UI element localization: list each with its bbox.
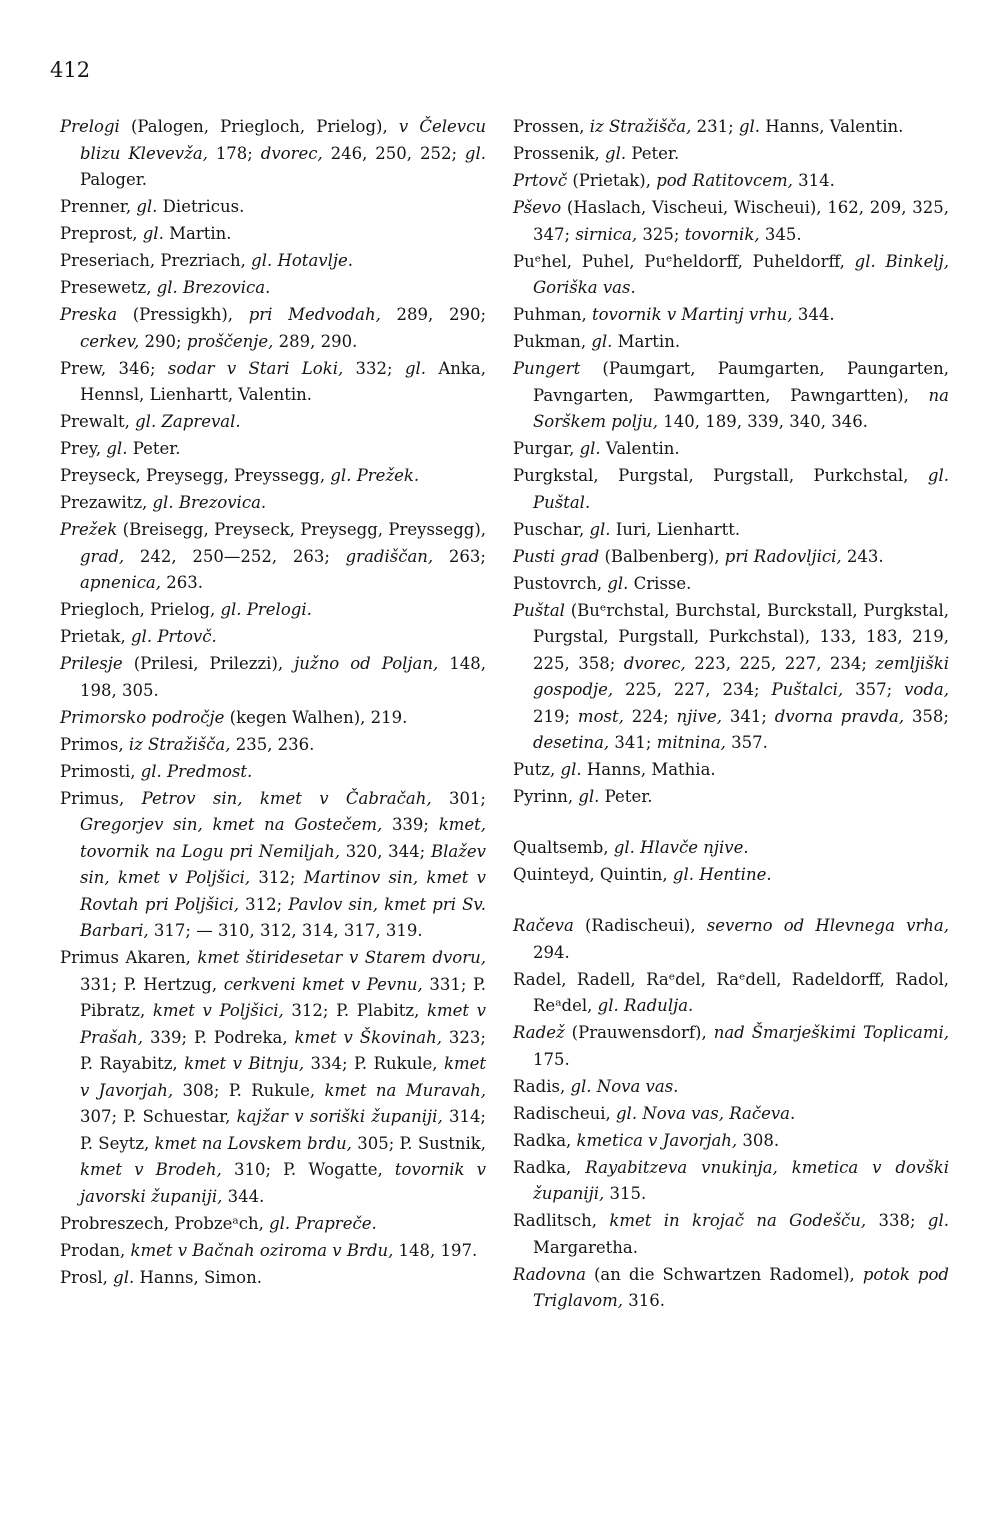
index-entry: Primos, iz Stražišča, 235, 236.	[60, 734, 315, 754]
index-entry: Prosl, gl. Hanns, Simon.	[60, 1267, 262, 1287]
section-gap	[513, 889, 949, 913]
index-entry: Prtovč (Prietak), pod Ratitovcem, 314.	[513, 171, 835, 190]
index-entry: Prossen, iz Stražišča, 231; gl. Hanns, Valentin.	[513, 117, 904, 136]
index-entry: Putz, gl. Hanns, Mathia.	[513, 760, 716, 779]
index-entry: Puschar, gl. Iuri, Lienhartt.	[513, 519, 741, 539]
section-gap	[513, 811, 949, 835]
index-entry: Radlitsch, kmet in krojač na Godešču, 338; gl. Margaretha.	[513, 1211, 950, 1257]
index-entry: Prossenik, gl. Peter.	[513, 144, 680, 163]
index-entry: Prelogi (Palogen, Priegloch, Prielog), v Čelevcu blizu Klevevža, 178; dvorec, 246, 250, 252; gl. Paloger.	[60, 117, 487, 189]
index-entry: Prežek (Breisegg, Preyseck, Preysegg, Preyssegg), grad, 242, 250—252, 263; gradiščan, 263; apnenica, 263.	[60, 520, 486, 592]
index-entry: Pukman, gl. Martin.	[513, 332, 681, 351]
page-number: 412	[50, 58, 91, 82]
index-entry: Pusti grad (Balbenberg), pri Radovljici, 243.	[513, 546, 884, 566]
index-entry: Primosti, gl. Predmost.	[60, 761, 253, 781]
left-column	[60, 114, 486, 1292]
index-entry: Prewalt, gl. Zapreval.	[60, 412, 241, 431]
index-entry: Probreszech, Probzeᵃch, gl. Prapreče.	[60, 1213, 377, 1233]
index-entry: Prodan, kmet v Bačnah oziroma v Brdu, 148, 197.	[60, 1240, 478, 1260]
index-entry: Prenner, gl. Dietricus.	[60, 197, 245, 216]
index-entry: Račeva (Radischeui), severno od Hlevnega vrha, 294.	[513, 916, 949, 962]
index-entry: Pyrinn, gl. Peter.	[513, 787, 653, 806]
index-entry: Preska (Pressigkh), pri Medvodah, 289, 290; cerkev, 290; proščenje, 289, 290.	[60, 305, 487, 351]
index-entry: Radka, kmetica v Javorjah, 308.	[513, 1130, 780, 1150]
right-column	[513, 114, 949, 1315]
index-entry: Preprost, gl. Martin.	[60, 224, 232, 243]
index-entry: Radis, gl. Nova vas.	[513, 1076, 679, 1096]
index-entry: Radischeui, gl. Nova vas, Račeva.	[513, 1103, 796, 1123]
index-entry: Purgar, gl. Valentin.	[513, 439, 680, 458]
index-entry: Radel, Radell, Raᵉdel, Raᵉdell, Radeldorff, Radol, Reᵃdel, gl. Radulja.	[513, 969, 949, 1015]
index-entry: Primus Akaren, kmet štiridesetar v Starem dvoru, 331; P. Hertzug, cerkveni kmet v Pevnu, 331; P. Pibratz, kmet v Poljšici, 312; P. Plabitz, kmet v Prašah, 339; P. Podreka, kmet v Škovinah, 323; P. Rayabitz, kmet v Bitnju, 334; P. Rukule, kmet v Javorjah, 308; P. Rukule, kmet na Muravah, 307; P. Schuestar, kajžar v soriški županiji, 314; P. Seytz, kmet na Lovskem brdu, 305; P. Sustnik, kmet v Brodeh, 310; P. Wogatte, tovornik v javorski županiji, 344.	[60, 948, 487, 1206]
index-entry: Prietak, gl. Prtovč.	[60, 627, 217, 646]
index-entry: Prilesje (Prilesi, Prilezzi), južno od Poljan, 148, 198, 305.	[60, 654, 487, 700]
index-entry: Puᵉhel, Puhel, Puᵉheldorff, Puheldorff, gl. Binkelj, Goriška vas.	[513, 251, 949, 297]
index-entry: Priegloch, Prielog, gl. Prelogi.	[60, 600, 312, 619]
index-entry: Prey, gl. Peter.	[60, 439, 181, 458]
index-entry: Puštal (Buᵉrchstal, Burchstal, Burckstall, Purgkstal, Purgstal, Purgstall, Purkchstal), 133, 183, 219, 225, 358; dvorec, 223, 225, 227, 234; zemljiški gospodje, 225, 227, 234; Puštalci, 357; voda, 219; most, 224; njive, 341; dvorna pravda, 358; desetina, 341; mitnina, 357.	[513, 600, 950, 752]
index-entry: Quinteyd, Quintin, gl. Hentine.	[513, 865, 772, 884]
index-entry: Preseriach, Prezriach, gl. Hotavlje.	[60, 251, 354, 270]
index-entry: Pustovrch, gl. Crisse.	[513, 573, 692, 593]
index-entry: Preyseck, Preysegg, Preyssegg, gl. Prežek.	[60, 466, 420, 485]
index-entry: Pungert (Paumgart, Paumgarten, Paungarten, Pavngarten, Pawmgartten, Pawngartten), na Sorškem polju, 140, 189, 339, 340, 346.	[513, 359, 949, 431]
index-entry: Presewetz, gl. Brezovica.	[60, 278, 271, 297]
index-entry: Primorsko področje (kegen Walhen), 219.	[60, 707, 408, 727]
index-entry: Radež (Prauwensdorf), nad Šmarješkimi Toplicami, 175.	[513, 1023, 949, 1069]
index-entry: Radka, Rayabitzeva vnukinja, kmetica v dovški županiji, 315.	[513, 1157, 949, 1203]
index-entry: Primus, Petrov sin, kmet v Čabračah, 301; Gregorjev sin, kmet na Gostečem, 339; kmet, tovornik na Logu pri Nemiljah, 320, 344; Blažev sin, kmet v Poljšici, 312; Martinov sin, kmet v Rovtah pri Poljšici, 312; Pavlov sin, kmet pri Sv. Barbari, 317; — 310, 312, 314, 317, 319.	[60, 788, 487, 940]
index-entry: Prew, 346; sodar v Stari Loki, 332; gl. Anka, Hennsl, Lienhartt, Valentin.	[60, 358, 486, 404]
index-entry: Prezawitz, gl. Brezovica.	[60, 493, 267, 512]
index-entry: Purgkstal, Purgstal, Purgstall, Purkchstal, gl. Puštal.	[513, 466, 949, 512]
index-entry: Pševo (Haslach, Vischeui, Wischeui), 162, 209, 325, 347; sirnica, 325; tovornik, 345.	[513, 198, 949, 244]
index-entry: Radovna (an die Schwartzen Radomel), potok pod Triglavom, 316.	[513, 1264, 949, 1310]
index-entry: Puhman, tovornik v Martinj vrhu, 344.	[513, 305, 835, 324]
index-entry: Qualtsemb, gl. Hlavče njive.	[513, 838, 749, 857]
